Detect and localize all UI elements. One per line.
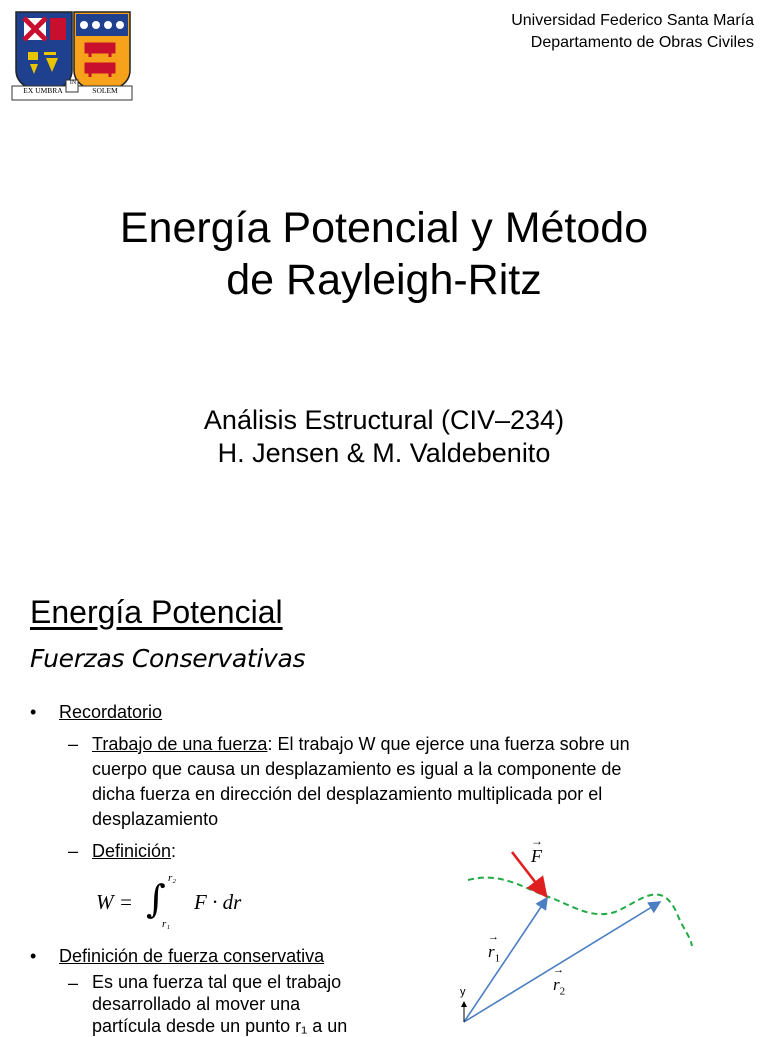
sub-bullet-dash: – bbox=[68, 841, 79, 861]
sub-bullet-dash: – bbox=[68, 973, 79, 993]
trabajo-text-1: : El trabajo W que ejerce una fuerza sobre un bbox=[267, 734, 630, 754]
presentation-title bbox=[0, 202, 768, 306]
course-name: Análisis Estructural (CIV–234) bbox=[203, 405, 565, 435]
slide-subtitle: Fuerzas Conservativas bbox=[30, 644, 306, 673]
trabajo-text-4: desplazamiento bbox=[92, 809, 219, 829]
definicion-label: Definición bbox=[92, 841, 172, 861]
content-slide bbox=[0, 560, 768, 1036]
university-name: Universidad Federico Santa María bbox=[511, 12, 754, 29]
authors: H. Jensen & M. Valdebenito bbox=[217, 438, 551, 468]
work-integral-formula bbox=[96, 870, 296, 936]
presentation-subtitle bbox=[0, 404, 768, 470]
trabajo-text-3: dicha fuerza en dirección del desplazamiento multiplicada por el bbox=[92, 784, 603, 804]
trabajo-label: Trabajo de una fuerza bbox=[92, 734, 268, 754]
sub-bullet-dash: – bbox=[68, 734, 79, 754]
title-line-2: de Rayleigh-Ritz bbox=[226, 256, 542, 304]
conservative-force-diagram bbox=[450, 836, 710, 1024]
label-F: → F bbox=[531, 834, 543, 866]
conservativa-text bbox=[92, 971, 402, 1037]
bullet-dot: • bbox=[30, 702, 37, 722]
trabajo-definition bbox=[92, 732, 762, 832]
logo-motto-mid: IN bbox=[69, 80, 77, 86]
bullet-fuerza-conservativa: Definición de fuerza conservativa bbox=[59, 946, 325, 966]
trabajo-text-2: cuerpo que causa un desplazamiento es igual a la componente de bbox=[92, 759, 622, 779]
conservativa-text-1: Es una fuerza tal que el trabajo bbox=[92, 972, 342, 992]
bullet-dot: • bbox=[30, 946, 37, 966]
logo-motto-left: EX UMBRA bbox=[23, 86, 63, 95]
integral-sign: ∫ bbox=[146, 877, 166, 921]
definicion-colon: : bbox=[171, 841, 177, 861]
trajectory-path bbox=[468, 878, 692, 946]
definicion-line bbox=[92, 839, 176, 864]
slide-title: Energía Potencial bbox=[30, 594, 283, 630]
formula-lower-limit: r₁ bbox=[162, 918, 171, 930]
label-r1: → $r_1$ bbox=[488, 931, 501, 965]
conservativa-text-3: partícula desde un punto r₁ a un bbox=[92, 1016, 348, 1036]
label-y-axis: y bbox=[460, 986, 466, 998]
formula-lhs: W = bbox=[96, 890, 133, 914]
institution-header bbox=[511, 10, 754, 54]
conservativa-text-2: desarrollado al mover una bbox=[92, 994, 301, 1014]
formula-integrand: F · dr bbox=[194, 890, 242, 914]
logo-motto-right: SOLEM bbox=[92, 86, 118, 95]
r1-vector bbox=[464, 898, 547, 1022]
department-name: Departamento de Obras Civiles bbox=[530, 34, 754, 51]
bullet-recordatorio: Recordatorio bbox=[59, 702, 163, 722]
label-r2: → $r_2$ bbox=[553, 964, 566, 998]
title-line-1: Energía Potencial y Método bbox=[119, 204, 649, 252]
formula-upper-limit: r₂ bbox=[168, 872, 177, 884]
